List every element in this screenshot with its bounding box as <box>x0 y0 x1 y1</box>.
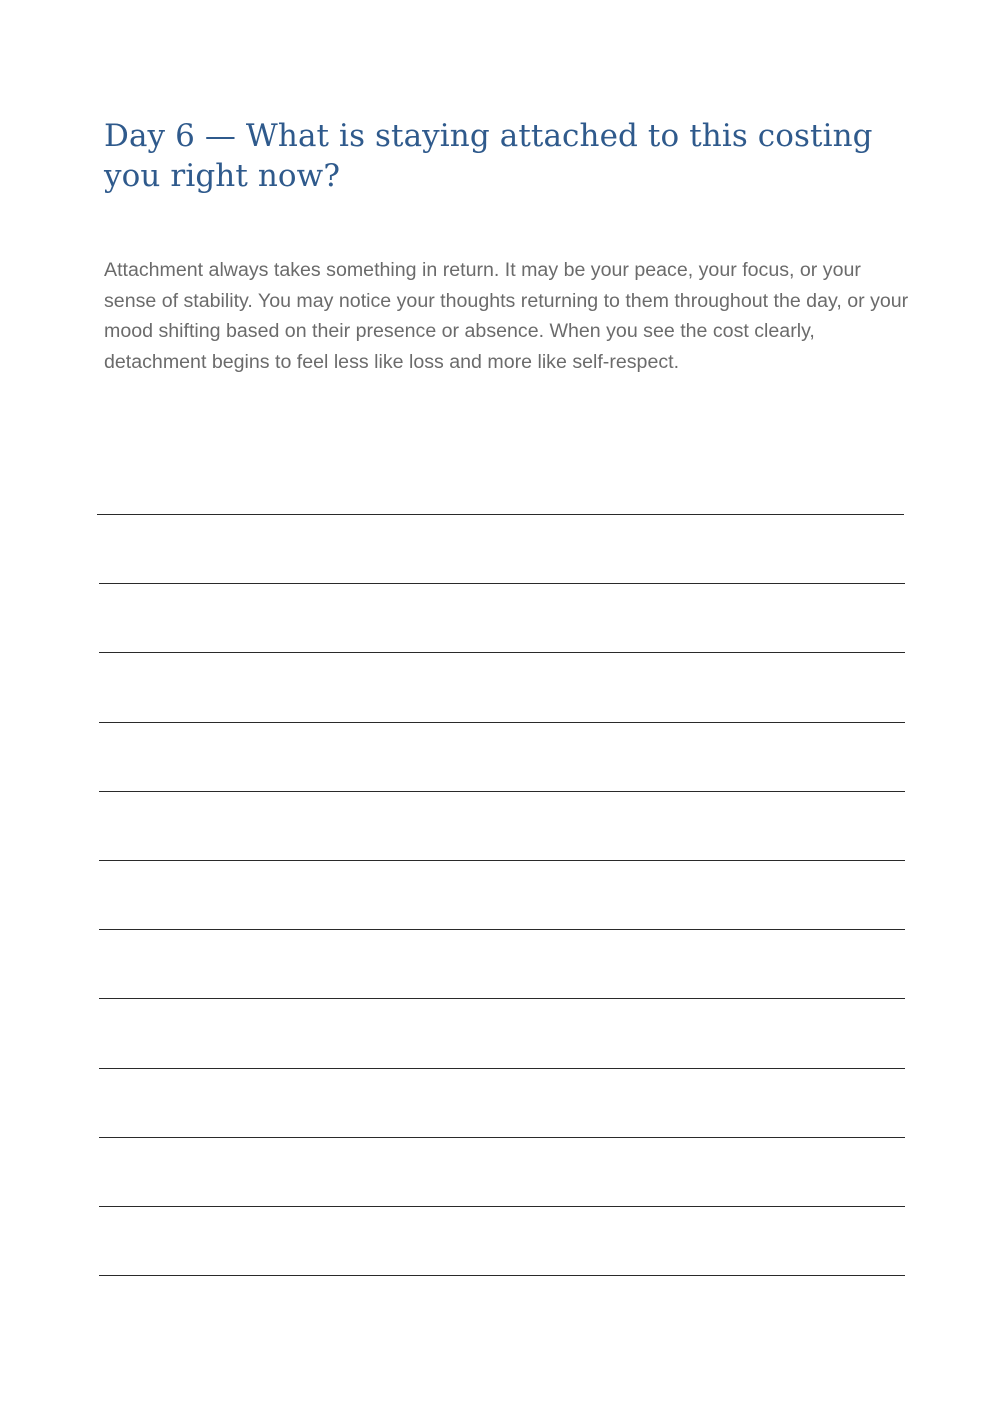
writing-line <box>99 1068 905 1069</box>
writing-line <box>99 791 905 792</box>
writing-line <box>99 722 905 723</box>
writing-line <box>99 652 905 653</box>
writing-line <box>99 1137 905 1138</box>
page-title: Day 6 — What is staying attached to this costing you right now? <box>104 118 873 194</box>
writing-line <box>99 929 905 930</box>
writing-line <box>99 583 905 584</box>
writing-line <box>99 1206 905 1207</box>
writing-line <box>99 1275 905 1276</box>
prompt-text: Attachment always takes something in return. It may be your peace, your focus, or your sense of stability. You may notice your thoughts returning to them throughout the day, or your mood shifting based on their presence or absence. When you see the cost clearly, detachment begins to feel less like loss and more like self-respect. <box>104 259 909 374</box>
writing-line <box>99 998 905 999</box>
writing-line <box>97 514 904 515</box>
writing-line <box>99 860 905 861</box>
